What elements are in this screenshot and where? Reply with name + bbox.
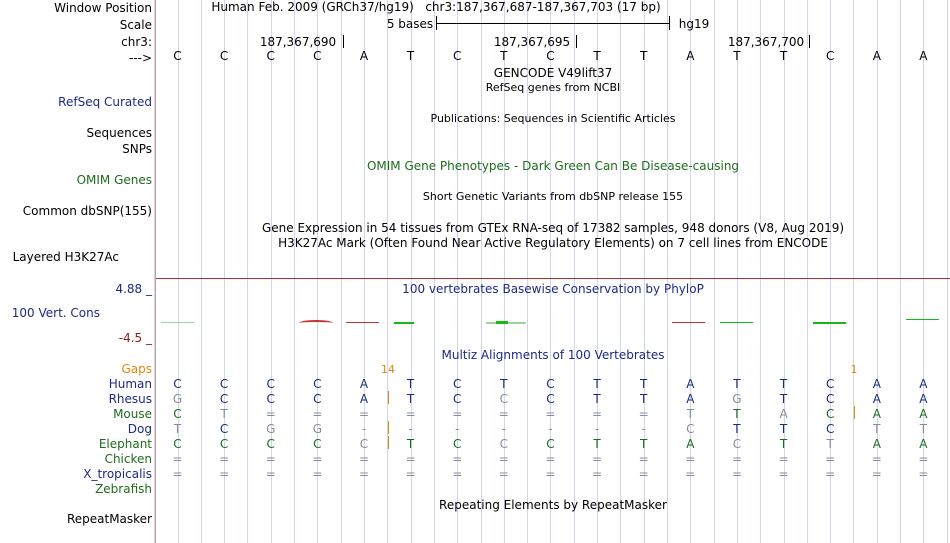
alignment-base-chicken: = — [405, 452, 416, 466]
grid-line — [247, 0, 248, 543]
reference-base: T — [779, 49, 788, 63]
label-h3k27ac[interactable]: Layered H3K27Ac — [12, 250, 119, 264]
track-labels — [0, 0, 155, 543]
alignment-base-mouse: A — [872, 407, 881, 421]
cons-segment — [394, 322, 414, 324]
alignment-base-rhesus: A — [919, 392, 928, 406]
alignment-base-dog: - — [548, 422, 553, 436]
alignment-base-mouse: A — [919, 407, 928, 421]
alignment-base-human: C — [219, 377, 229, 391]
alignment-base-elephant: C — [732, 437, 742, 451]
alignment-base-elephant: C — [313, 437, 322, 451]
alignment-base-dog: G — [312, 422, 323, 436]
alignment-base-human: C — [825, 377, 835, 391]
label-human[interactable]: Human — [108, 377, 152, 391]
alignment-base-human: C — [313, 377, 322, 391]
h3k27ac-baseline — [156, 278, 950, 279]
alignment-base-rhesus: A — [872, 392, 881, 406]
grid-line — [807, 0, 808, 543]
alignment-base-xtrop: = — [685, 467, 696, 481]
alignment-base-rhesus: C — [313, 392, 322, 406]
alignment-base-mouse: T — [686, 407, 694, 421]
alignment-base-elephant: C — [499, 437, 509, 451]
label-rhesus[interactable]: Rhesus — [108, 392, 152, 406]
alignment-base-human: A — [919, 377, 928, 391]
alignment-base-chicken: = — [918, 452, 929, 466]
alignment-base-dog: C — [686, 422, 695, 436]
grid-line — [341, 0, 342, 543]
alignment-base-dog: - — [501, 422, 506, 436]
alignment-base-chicken: = — [452, 452, 463, 466]
alignment-base-elephant: T — [779, 437, 788, 451]
alignment-base-rhesus: T — [640, 392, 648, 406]
alignment-base-chicken: = — [731, 452, 742, 466]
alignment-base-human: T — [593, 377, 601, 391]
alignment-base-elephant: T — [406, 437, 415, 451]
scale-text: 5 bases — [386, 17, 434, 31]
grid-line — [667, 0, 668, 543]
alignment-base-elephant: A — [919, 437, 928, 451]
gap-marker — [854, 406, 855, 419]
alignment-base-human: A — [686, 377, 695, 391]
alignment-base-xtrop: = — [778, 467, 789, 481]
alignment-base-elephant: C — [359, 437, 369, 451]
repeat-desc: Repeating Elements by RepeatMasker — [439, 498, 667, 512]
alignment-base-mouse: T — [733, 407, 741, 421]
reference-base: C — [313, 49, 322, 63]
label-window-position[interactable]: Window Position — [54, 1, 152, 15]
alignment-base-human: A — [872, 377, 881, 391]
alignment-base-mouse: C — [825, 407, 835, 421]
alignment-base-chicken: = — [545, 452, 556, 466]
gtex-desc: Gene Expression in 54 tissues from GTEx RNA-seq of 17382 samples, 948 donors (V8, Aug 2019) — [261, 221, 845, 235]
grid-line — [853, 0, 854, 543]
alignment-base-xtrop: = — [219, 467, 230, 481]
alignment-base-chicken: = — [778, 452, 789, 466]
label-snps[interactable]: SNPs — [122, 142, 152, 156]
reference-base: C — [825, 49, 835, 63]
alignment-base-xtrop: = — [825, 467, 836, 481]
label-dog[interactable]: Dog — [127, 422, 152, 436]
alignment-base-elephant: C — [453, 437, 462, 451]
gap-count-left: 14 — [381, 363, 395, 376]
alignment-base-xtrop: = — [498, 467, 509, 481]
alignment-base-elephant: C — [266, 437, 275, 451]
alignment-base-rhesus: G — [732, 392, 742, 406]
dbsnp-desc: Short Genetic Variants from dbSNP release 155 — [422, 190, 684, 203]
reference-base: C — [546, 49, 555, 63]
alignment-base-mouse: C — [173, 407, 182, 421]
alignment-base-xtrop: = — [452, 467, 463, 481]
refseq-desc: RefSeq genes from NCBI — [485, 81, 621, 94]
alignment-base-xtrop: = — [172, 467, 183, 481]
alignment-base-dog: T — [919, 422, 928, 436]
cons-segment — [496, 321, 508, 324]
alignment-base-human: C — [546, 377, 555, 391]
coord-label-3: 187,367,700 — [727, 35, 805, 49]
alignment-base-dog: T — [873, 422, 881, 436]
label-refseq[interactable]: RefSeq Curated — [58, 95, 152, 109]
alignment-base-dog: - — [594, 422, 600, 436]
label-strand[interactable]: ---> — [128, 51, 152, 65]
label-mouse[interactable]: Mouse — [113, 407, 152, 421]
alignment-base-chicken: = — [871, 452, 882, 466]
label-chicken[interactable]: Chicken — [104, 452, 152, 466]
alignment-base-elephant: C — [219, 437, 229, 451]
alignment-base-rhesus: C — [825, 392, 835, 406]
alignment-base-chicken: = — [592, 452, 603, 466]
label-chrom[interactable]: chr3: — [121, 35, 152, 49]
alignment-base-rhesus: T — [779, 392, 788, 406]
label-omim[interactable]: OMIM Genes — [76, 173, 152, 187]
alignment-base-human: T — [733, 377, 741, 391]
alignment-base-elephant: T — [640, 437, 648, 451]
alignment-base-dog: - — [408, 422, 413, 436]
alignment-base-mouse: = — [545, 407, 556, 421]
reference-base: C — [453, 49, 462, 63]
alignment-base-chicken: = — [265, 452, 276, 466]
alignment-base-mouse: = — [265, 407, 276, 421]
alignment-base-dog: - — [361, 422, 367, 436]
grid-line — [201, 0, 202, 543]
label-sequences[interactable]: Sequences — [86, 126, 152, 140]
alignment-base-elephant: T — [593, 437, 601, 451]
h3k27ac-desc: H3K27Ac Mark (Often Found Near Active Regulatory Elements) on 7 cell lines from ENCODE — [278, 236, 828, 250]
alignment-base-human: T — [779, 377, 788, 391]
phylop-desc: 100 vertebrates Basewise Conservation by PhyloP — [402, 282, 704, 296]
grid-line — [154, 0, 155, 543]
reference-base: C — [219, 49, 229, 63]
coord-label-2: 187,367,695 — [493, 35, 571, 49]
assembly-title — [211, 0, 660, 14]
alignment-base-xtrop: = — [918, 467, 929, 481]
alignment-base-xtrop: = — [358, 467, 369, 481]
gencode-title[interactable]: GENCODE V49lift37 — [493, 66, 613, 80]
alignment-base-rhesus: C — [453, 392, 462, 406]
alignment-base-elephant: C — [173, 437, 182, 451]
alignment-base-xtrop: = — [592, 467, 603, 481]
reference-base: C — [173, 49, 182, 63]
grid-line — [481, 0, 482, 543]
label-cons-min: -4.5 _ — [118, 331, 152, 345]
track-area[interactable] — [156, 0, 950, 543]
alignment-base-mouse: = — [312, 407, 323, 421]
alignment-base-xtrop: = — [731, 467, 742, 481]
alignment-base-rhesus: C — [499, 392, 509, 406]
alignment-base-chicken: = — [685, 452, 696, 466]
label-xtrop[interactable]: X_tropicalis — [83, 467, 152, 481]
publications-desc: Publications: Sequences in Scientific Articles — [430, 112, 676, 125]
scale-right-tick — [669, 16, 670, 30]
alignment-base-dog: C — [825, 422, 835, 436]
alignment-base-chicken: = — [498, 452, 509, 466]
label-repeatmasker[interactable]: RepeatMasker — [66, 512, 152, 526]
scale-bar — [436, 23, 669, 24]
alignment-base-mouse: = — [405, 407, 416, 421]
alignment-base-mouse: = — [358, 407, 369, 421]
cons-segment — [813, 322, 846, 324]
gap-count-right: 1 — [850, 363, 858, 376]
cons-segment — [906, 319, 939, 320]
grid-line — [760, 0, 761, 543]
alignment-base-mouse: = — [592, 407, 603, 421]
coord-tick-3 — [809, 35, 810, 48]
alignment-base-rhesus: C — [266, 392, 275, 406]
alignment-base-human: C — [266, 377, 275, 391]
alignment-base-rhesus: T — [406, 392, 415, 406]
alignment-base-mouse: T — [220, 407, 228, 421]
alignment-base-mouse: = — [638, 407, 649, 421]
multiz-desc: Multiz Alignments of 100 Vertebrates — [441, 348, 665, 362]
label-elephant[interactable]: Elephant — [98, 437, 152, 451]
coord-tick-2 — [576, 35, 577, 48]
alignment-base-dog: T — [173, 422, 182, 436]
alignment-base-elephant: C — [546, 437, 555, 451]
assembly-name: Human Feb. 2009 (GRCh37/hg19) — [211, 0, 414, 14]
reference-base: C — [266, 49, 275, 63]
alignment-base-dog: - — [641, 422, 646, 436]
alignment-base-human: T — [406, 377, 415, 391]
alignment-base-rhesus: A — [359, 392, 369, 406]
alignment-base-rhesus: C — [219, 392, 229, 406]
alignment-base-xtrop: = — [871, 467, 882, 481]
grid-line — [434, 0, 435, 543]
alignment-base-dog: T — [779, 422, 788, 436]
alignment-base-human: T — [500, 377, 508, 391]
coord-tick-1 — [343, 35, 344, 48]
alignment-base-human: C — [173, 377, 182, 391]
grid-line — [387, 0, 388, 543]
alignment-base-human: C — [453, 377, 462, 391]
grid-line — [900, 0, 901, 543]
grid-line — [714, 0, 715, 543]
window-position: chr3:187,367,687-187,367,703 (17 bp) — [425, 0, 661, 14]
label-zebrafish[interactable]: Zebrafish — [95, 482, 152, 496]
cons-segment — [299, 320, 333, 326]
scale-db: hg19 — [678, 17, 710, 31]
alignment-base-dog: T — [733, 422, 741, 436]
alignment-base-chicken: = — [825, 452, 836, 466]
reference-base: A — [872, 49, 881, 63]
alignment-base-human: A — [359, 377, 369, 391]
cons-segment — [672, 322, 705, 323]
grid-line — [947, 0, 948, 543]
alignment-base-mouse: A — [779, 407, 788, 421]
alignment-base-mouse: = — [498, 407, 509, 421]
label-dbsnp[interactable]: Common dbSNP(155) — [22, 204, 152, 218]
alignment-base-rhesus: T — [593, 392, 601, 406]
alignment-base-mouse: = — [452, 407, 463, 421]
alignment-base-rhesus: A — [686, 392, 695, 406]
alignment-base-xtrop: = — [312, 467, 323, 481]
cons-segment — [720, 322, 753, 323]
alignment-base-chicken: = — [638, 452, 649, 466]
alignment-base-rhesus: C — [546, 392, 555, 406]
grid-line — [294, 0, 295, 543]
gap-marker — [388, 391, 389, 404]
alignment-base-xtrop: = — [405, 467, 416, 481]
alignment-base-elephant: T — [826, 437, 834, 451]
label-gaps[interactable]: Gaps — [121, 362, 152, 376]
alignment-base-dog: - — [455, 422, 460, 436]
alignment-base-dog: C — [219, 422, 229, 436]
alignment-base-chicken: = — [358, 452, 369, 466]
reference-base: A — [359, 49, 369, 63]
alignment-base-xtrop: = — [638, 467, 649, 481]
alignment-base-chicken: = — [219, 452, 230, 466]
alignment-base-elephant: A — [872, 437, 881, 451]
label-cons-max: 4.88 _ — [115, 282, 152, 296]
reference-base: T — [406, 49, 415, 63]
reference-base: T — [500, 49, 508, 63]
gap-marker — [388, 421, 389, 434]
label-scale[interactable]: Scale — [119, 18, 152, 32]
alignment-base-human: T — [640, 377, 648, 391]
reference-base: T — [733, 49, 741, 63]
alignment-base-xtrop: = — [265, 467, 276, 481]
grid-line — [620, 0, 621, 543]
alignment-base-dog: G — [266, 422, 276, 436]
reference-base: T — [593, 49, 601, 63]
label-vert-cons[interactable]: 100 Vert. Cons — [11, 306, 100, 320]
coord-label-1: 187,367,690 — [259, 35, 337, 49]
cons-segment — [346, 322, 379, 323]
reference-base: A — [686, 49, 695, 63]
omim-desc: OMIM Gene Phenotypes - Dark Green Can Be Disease-causing — [366, 159, 740, 173]
alignment-base-chicken: = — [172, 452, 183, 466]
alignment-base-xtrop: = — [545, 467, 556, 481]
reference-base: A — [919, 49, 928, 63]
alignment-base-rhesus: G — [172, 392, 183, 406]
cons-segment — [161, 322, 194, 323]
gap-marker — [388, 436, 389, 449]
alignment-base-chicken: = — [312, 452, 323, 466]
alignment-base-elephant: A — [686, 437, 695, 451]
reference-base: T — [640, 49, 648, 63]
